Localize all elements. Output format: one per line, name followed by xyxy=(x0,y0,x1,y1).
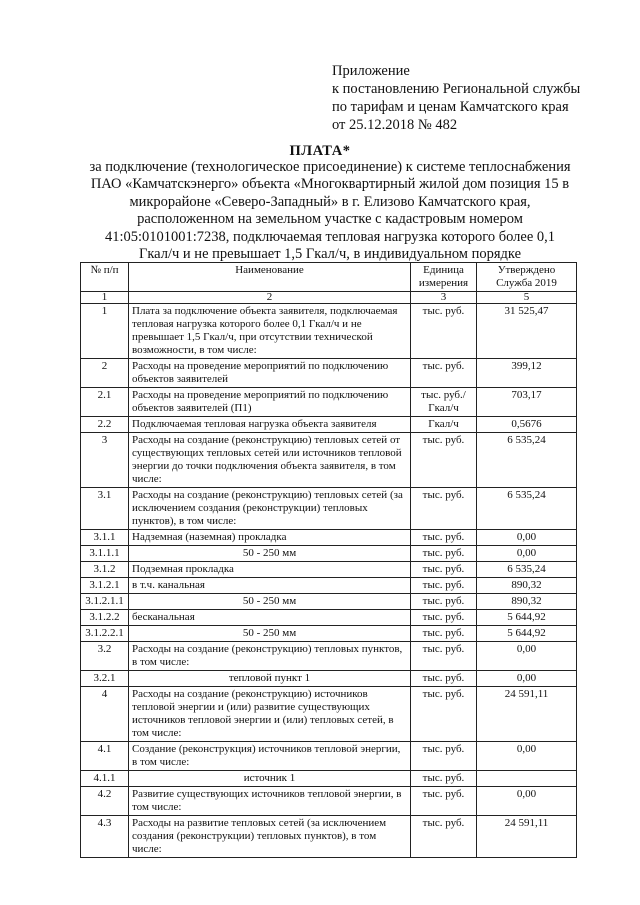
row-name: 50 - 250 мм xyxy=(129,594,411,610)
row-value: 0,00 xyxy=(477,530,577,546)
table-row xyxy=(81,594,577,610)
table-row xyxy=(81,771,577,787)
row-num: 3 xyxy=(81,433,129,488)
row-value: 6 535,24 xyxy=(477,433,577,488)
row-name: Плата за подключение объекта заявителя, подключаемая тепловая нагрузка которого более 0,1 Гкал/ч и не превышает 1,5 Гкал/ч, при отсутствии технической возможности, в том числе: xyxy=(129,304,411,359)
row-name: Подключаемая тепловая нагрузка объекта заявителя xyxy=(129,417,411,433)
row-name: Расходы на создание (реконструкцию) тепловых пунктов, в том числе: xyxy=(129,642,411,671)
row-num: 4.3 xyxy=(81,816,129,858)
row-value: 0,5676 xyxy=(477,417,577,433)
row-value: 703,17 xyxy=(477,388,577,417)
row-value: 24 591,11 xyxy=(477,816,577,858)
row-unit: Гкал/ч xyxy=(411,417,477,433)
row-name: Расходы на создание (реконструкцию) тепловых сетей от существующих тепловых сетей или источников тепловой энергии до точки подключения объекта заявителя, в том числе: xyxy=(129,433,411,488)
row-value: 0,00 xyxy=(477,671,577,687)
row-name: Расходы на развитие тепловых сетей (за исключением создания (реконструкции) тепловых пунктов), в том числе: xyxy=(129,816,411,858)
column-number: 2 xyxy=(129,292,411,304)
row-value: 6 535,24 xyxy=(477,562,577,578)
subtitle-line: расположенном на земельном участке с кадастровым номером xyxy=(137,211,523,228)
table-row xyxy=(81,546,577,562)
fee-table xyxy=(80,262,577,858)
row-value: 399,12 xyxy=(477,359,577,388)
row-name: 50 - 250 мм xyxy=(129,546,411,562)
row-unit: тыс. руб. xyxy=(411,687,477,742)
row-num: 3.2 xyxy=(81,642,129,671)
row-unit: тыс. руб. xyxy=(411,433,477,488)
row-name: в т.ч. канальная xyxy=(129,578,411,594)
row-value: 0,00 xyxy=(477,546,577,562)
appendix-line: по тарифам и ценам Камчатского края xyxy=(332,99,569,115)
subtitle-line: ПАО «Камчатскэнерго» объекта «Многоквартирный жилой дом позиция 15 в xyxy=(90,176,570,193)
row-name: Развитие существующих источников тепловой энергии, в том числе: xyxy=(129,787,411,816)
row-name: источник 1 xyxy=(129,771,411,787)
row-unit: тыс. руб. xyxy=(411,642,477,671)
row-num: 3.2.1 xyxy=(81,671,129,687)
row-name: Расходы на проведение мероприятий по подключению объектов заявителей xyxy=(129,359,411,388)
row-num: 3.1.2.1.1 xyxy=(81,594,129,610)
row-value: 6 535,24 xyxy=(477,488,577,530)
row-value: 0,00 xyxy=(477,787,577,816)
row-name: Расходы на проведение мероприятий по подключению объектов заявителей (П1) xyxy=(129,388,411,417)
table-row xyxy=(81,304,577,359)
table-row xyxy=(81,433,577,488)
table-row xyxy=(81,359,577,388)
row-num: 4.1 xyxy=(81,742,129,771)
row-unit: тыс. руб. xyxy=(411,562,477,578)
column-numbers-row xyxy=(81,292,577,304)
row-unit: тыс. руб. xyxy=(411,671,477,687)
row-value: 0,00 xyxy=(477,642,577,671)
table-row xyxy=(81,388,577,417)
row-num: 2.1 xyxy=(81,388,129,417)
table-row xyxy=(81,562,577,578)
row-num: 4 xyxy=(81,687,129,742)
row-num: 4.2 xyxy=(81,787,129,816)
row-value: 0,00 xyxy=(477,742,577,771)
table-row xyxy=(81,578,577,594)
table-row xyxy=(81,742,577,771)
row-num: 3.1.2 xyxy=(81,562,129,578)
table-row xyxy=(81,530,577,546)
table-header-row xyxy=(81,263,577,292)
row-value: 31 525,47 xyxy=(477,304,577,359)
row-unit: тыс. руб. xyxy=(411,304,477,359)
row-unit: тыс. руб. xyxy=(411,594,477,610)
appendix-block xyxy=(332,62,580,134)
row-num: 3.1.2.2.1 xyxy=(81,626,129,642)
row-num: 3.1.1.1 xyxy=(81,546,129,562)
column-number: 3 xyxy=(411,292,477,304)
row-value: 890,32 xyxy=(477,578,577,594)
table-row xyxy=(81,687,577,742)
column-number: 1 xyxy=(81,292,129,304)
row-name: тепловой пункт 1 xyxy=(129,671,411,687)
row-num: 3.1.2.1 xyxy=(81,578,129,594)
row-unit: тыс. руб. xyxy=(411,546,477,562)
row-num: 3.1 xyxy=(81,488,129,530)
table-row xyxy=(81,417,577,433)
row-unit: тыс. руб. xyxy=(411,530,477,546)
row-name: Надземная (наземная) прокладка xyxy=(129,530,411,546)
row-unit: тыс. руб. xyxy=(411,771,477,787)
header-unit: Единица измерения xyxy=(411,263,477,292)
row-unit: тыс. руб./ Гкал/ч xyxy=(411,388,477,417)
subtitle-line: Гкал/ч и не превышает 1,5 Гкал/ч, в индивидуальном порядке xyxy=(138,246,522,263)
row-name: Расходы на создание (реконструкцию) тепловых сетей (за исключением создания (реконструкции) тепловых пунктов), в том числе: xyxy=(129,488,411,530)
row-num: 3.1.1 xyxy=(81,530,129,546)
row-name: Расходы на создание (реконструкцию) источников тепловой энергии и (или) развитие существующих источников тепловой энергии и (или) тепловых сетей, в том числе: xyxy=(129,687,411,742)
table-row xyxy=(81,626,577,642)
table-row xyxy=(81,610,577,626)
row-value: 5 644,92 xyxy=(477,610,577,626)
subtitle-line: микрорайоне «Северо-Западный» в г. Елизово Камчатского края, xyxy=(129,193,531,210)
row-num: 1 xyxy=(81,304,129,359)
row-num: 2.2 xyxy=(81,417,129,433)
table-row xyxy=(81,488,577,530)
row-unit: тыс. руб. xyxy=(411,578,477,594)
row-unit: тыс. руб. xyxy=(411,359,477,388)
row-unit: тыс. руб. xyxy=(411,816,477,858)
subtitle-line: 41:05:0101001:7238, подключаемая тепловая нагрузка которого более 0,1 xyxy=(104,228,556,245)
header-value: Утверждено Служба 2019 xyxy=(477,263,577,292)
table-row xyxy=(81,671,577,687)
row-name: бесканальная xyxy=(129,610,411,626)
header-num: № п/п xyxy=(81,263,129,292)
appendix-line: от 25.12.2018 № 482 xyxy=(332,117,458,133)
appendix-line: Приложение xyxy=(332,63,410,79)
document-title: ПЛАТА* xyxy=(289,143,351,159)
row-name: 50 - 250 мм xyxy=(129,626,411,642)
row-unit: тыс. руб. xyxy=(411,488,477,530)
table-row xyxy=(81,816,577,858)
row-name: Подземная прокладка xyxy=(129,562,411,578)
column-number: 5 xyxy=(477,292,577,304)
row-unit: тыс. руб. xyxy=(411,787,477,816)
row-unit: тыс. руб. xyxy=(411,626,477,642)
row-value: 24 591,11 xyxy=(477,687,577,742)
row-num: 3.1.2.2 xyxy=(81,610,129,626)
document-subtitle xyxy=(60,159,600,263)
row-num: 2 xyxy=(81,359,129,388)
table-row xyxy=(81,787,577,816)
row-unit: тыс. руб. xyxy=(411,610,477,626)
row-name: Создание (реконструкция) источников тепловой энергии, в том числе: xyxy=(129,742,411,771)
header-name: Наименование xyxy=(129,263,411,292)
row-unit: тыс. руб. xyxy=(411,742,477,771)
row-num: 4.1.1 xyxy=(81,771,129,787)
row-value: 5 644,92 xyxy=(477,626,577,642)
row-value: 890,32 xyxy=(477,594,577,610)
appendix-line: к постановлению Региональной службы xyxy=(332,81,581,97)
table-row xyxy=(81,642,577,671)
subtitle-line: за подключение (технологическое присоединение) к системе теплоснабжения xyxy=(89,159,571,175)
row-value xyxy=(477,771,577,787)
